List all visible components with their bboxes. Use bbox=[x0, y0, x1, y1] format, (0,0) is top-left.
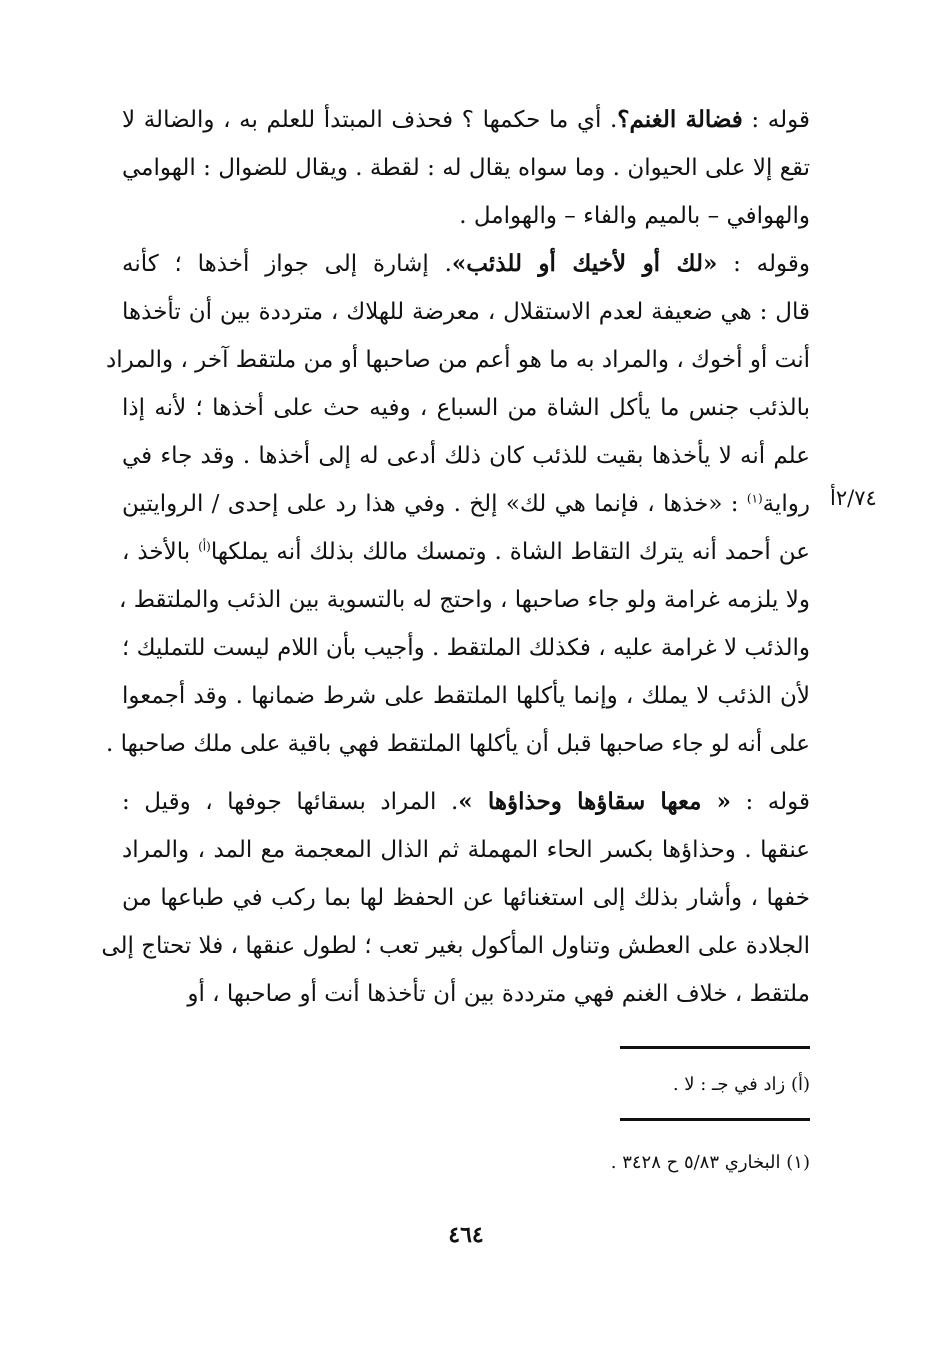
line-text: عن أحمد أنه يترك التقاط الشاة . وتمسك مالك بذلك أنه يملكها bbox=[210, 539, 810, 565]
text-line bbox=[118, 580, 810, 620]
text-line bbox=[122, 782, 810, 822]
text-line bbox=[122, 100, 810, 140]
line-text: لأن الذئب لا يملك ، وإنما يأكلها الملتقط على شرط ضمانها . وقد أجمعوا bbox=[122, 683, 810, 709]
text-line bbox=[122, 974, 810, 1014]
text-line bbox=[122, 196, 810, 236]
text-line bbox=[122, 148, 810, 188]
footnote-variant: (أ) زاد في جـ : لا . bbox=[672, 1074, 810, 1095]
hadith-quote: « معها سقاؤها وحذاؤها » bbox=[458, 788, 732, 815]
line-text: الجلادة على العطش وتناول المأكول بغير تعب ؛ لطول عنقها ، فلا تحتاج إلى bbox=[101, 933, 810, 959]
line-text: ملتقط ، خلاف الغنم فهي مترددة بين أن تأخذها أنت أو صاحبها ، أو bbox=[187, 981, 810, 1007]
footnote-divider-1 bbox=[620, 1046, 810, 1049]
text-line bbox=[122, 676, 810, 716]
line-text: . إشارة إلى جواز أخذها ؛ كأنه bbox=[122, 251, 452, 277]
line-text: والهوافي – بالميم والفاء – والهوامل . bbox=[459, 203, 810, 229]
text-line bbox=[122, 878, 810, 918]
text-line bbox=[122, 244, 810, 284]
line-text: ولا يلزمه غرامة ولو جاء صاحبها ، واحتج له بالتسوية بين الذئب والملتقط ، bbox=[118, 587, 810, 613]
line-text: تقع إلا على الحيوان . وما سواه يقال له : لقطة . ويقال للضوال : الهوامي bbox=[122, 155, 810, 181]
line-text: . المراد بسقائها جوفها ، وقيل : bbox=[122, 789, 459, 815]
text-line bbox=[105, 724, 810, 764]
text-line bbox=[122, 830, 810, 870]
hadith-quote: «لك أو لأخيك أو للذئب» bbox=[451, 250, 718, 277]
line-lead: رواية bbox=[762, 491, 810, 517]
line-lead: وقوله : bbox=[717, 251, 810, 277]
text-line bbox=[122, 484, 810, 524]
line-text: قال : هي ضعيفة لعدم الاستقلال ، معرضة للهلاك ، مترددة بين أن تأخذها bbox=[122, 299, 810, 325]
hadith-quote: فضالة الغنم؟ bbox=[617, 106, 743, 133]
text-line bbox=[122, 292, 810, 332]
line-text: : «خذها ، فإنما هي لك» إلخ . وفي هذا رد على إحدى / الروايتين bbox=[122, 491, 747, 517]
page-number: ٤٦٤ bbox=[448, 1222, 484, 1248]
line-lead: قوله : bbox=[731, 789, 811, 815]
line-text: بالذئب جنس ما يأكل الشاة من السباع ، وفيه حث على أخذها ؛ لأنه إذا bbox=[122, 395, 810, 421]
text-line bbox=[101, 926, 810, 966]
line-text: أنت أو أخوك ، والمراد به ما هو أعم من صاحبها أو من ملتقط آخر ، والمراد bbox=[106, 347, 810, 373]
line-text: والذئب لا غرامة عليه ، فكذلك الملتقط . وأجيب بأن اللام ليست للتمليك ؛ bbox=[122, 635, 810, 661]
variant-ref: (أ) bbox=[198, 539, 211, 554]
line-text: على أنه لو جاء صاحبها قبل أن يأكلها الملتقط فهي باقية على ملك صاحبها . bbox=[105, 731, 810, 757]
text-line bbox=[122, 436, 810, 476]
text-line bbox=[122, 628, 810, 668]
text-line bbox=[122, 532, 810, 572]
manuscript-folio-marker: ٢/٧٤أ bbox=[830, 486, 877, 510]
footnote-source: (١) البخاري ٥/٨٣ ح ٣٤٢٨ . bbox=[610, 1152, 810, 1173]
line-text: عنقها . وحذاؤها بكسر الحاء المهملة ثم الذال المعجمة مع المد ، والمراد bbox=[122, 837, 810, 863]
line-text: علم أنه لا يأخذها بقيت للذئب كان ذلك أدعى له إلى أخذها . وقد جاء في bbox=[122, 443, 810, 469]
line-text: . أي ما حكمها ؟ فحذف المبتدأ للعلم به ، والضالة لا bbox=[122, 107, 618, 133]
footnote-divider-2 bbox=[620, 1118, 810, 1121]
text-line bbox=[122, 388, 810, 428]
line-text-end: بالأخذ ، bbox=[122, 539, 199, 565]
text-line bbox=[106, 340, 810, 380]
footnote-ref: (١) bbox=[746, 491, 763, 506]
line-text: خفها ، وأشار بذلك إلى استغنائها عن الحفظ لها بما ركب في طباعها من bbox=[122, 885, 810, 911]
line-lead: قوله : bbox=[742, 107, 810, 133]
